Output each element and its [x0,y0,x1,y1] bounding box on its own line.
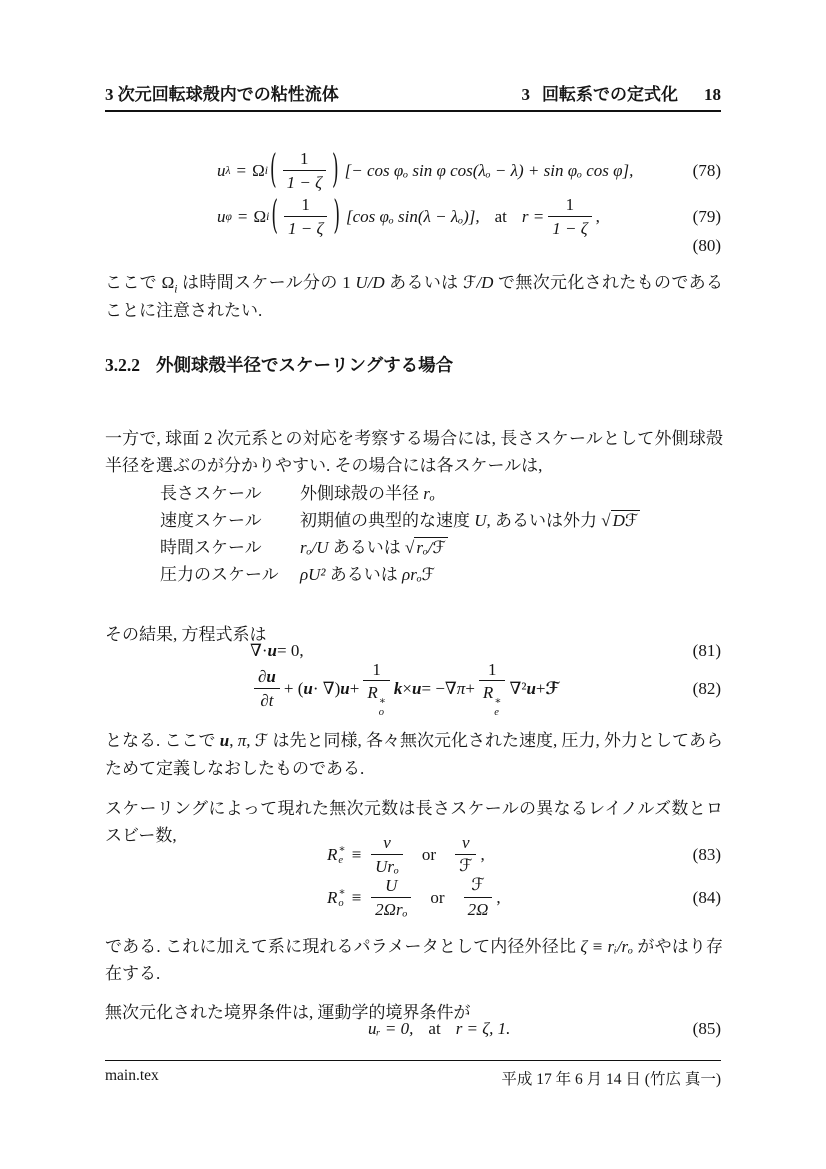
equation-78 [105,146,721,196]
footer-date-author: 平成 17 年 6 月 14 日 (竹広 真一) [501,1071,721,1088]
fraction: 1 R ∗ o [363,660,390,718]
paragraph-aspect-ratio: である. これに加えて系に現れるパラメータとして内径外径比 ζ ≡ rᵢ/rₒ がやはり存在する. [105,937,723,983]
equation-number: (81) [692,641,721,660]
fraction: $\frac{\partial u}{\partial t}$ [254,667,280,710]
equation-number: (80) [692,236,721,255]
at-keyword: at [494,207,507,226]
script-F-symbol: ℱ [463,273,477,293]
paragraph-dimensionless: スケーリングによって現れた無次元数は長さスケールの異なるレイノルズ数とロスビー数, [105,799,723,845]
page-number: 18 [704,85,721,104]
equation-85 [105,1016,721,1042]
paragraph-omega-note: ここで $\Omega_i$ は時間スケール分の 1 U/D あるいは ℱ/D で無次元化されたものであることに注意されたい. [105,273,723,320]
scale-row-pressure: 圧力のスケール ρU² あるいは ρrₒℱ [160,565,436,584]
subsection-number: 3.2.2 [105,355,140,375]
script-F-symbol: ℱ [545,679,560,699]
at-keyword: at [428,1019,441,1038]
fraction: $\frac{\nu}{\text{ℱ}}$ [455,833,476,876]
running-section-number: 3 [521,85,530,104]
omega-symbol: Ω [161,273,175,292]
big-left-paren: ( [271,193,278,240]
sqrt: √ Dℱ [601,511,639,530]
running-title-number: 3 [105,85,114,104]
running-section-text: 回転系での定式化 [542,85,678,104]
scale-row-length: 長さスケール 外側球殻の半径 rₒ [160,484,435,503]
page-footer [105,1060,721,1089]
paragraph-boundary: 無次元化された境界条件は, 運動学的境界条件が [105,1003,471,1022]
fraction: $\frac{\text{ℱ}}{2\Omega}$ [464,876,493,919]
sqrt: √ rₒ/ℱ [404,538,446,557]
big-right-paren: ) [331,147,339,194]
footer-filename: main.tex [105,1067,159,1084]
equation-83 [105,832,721,878]
equation-82 [105,659,721,719]
equation-84 [105,875,721,921]
subsection-heading [105,352,723,377]
fraction: $\frac{1}{1 - \zeta}$ [548,195,591,238]
paragraph-scaling-intro: 一方で, 球面 2 次元系との対応を考察する場合には, 長さスケールとして外側球殻半径を選ぶのが分かりやすい. その場合には各スケールは, [105,429,723,475]
equation-number: (82) [692,679,721,698]
page-header [105,80,721,112]
subsection-title: 外側球殻半径でスケーリングする場合 [156,355,454,375]
equation-78-body: u λ = Ω i ( $\frac{1}{1 - \zeta}$ ) [− cos φₒ sin φ cos(λₒ − λ) + sin φₒ cos φ], [217,147,634,194]
paragraph-redefined: となる. ここで u, π, ℱ は先と同様, 各々無次元化された速度, 圧力, 外力としてあらためて定義しなおしたものである. [105,731,724,778]
running-title [105,80,339,105]
equation-85-body: uᵣ = 0, at r = ζ, 1. [368,1019,511,1038]
script-F-symbol: ℱ [254,731,269,751]
equation-81-body: ∇· u = 0, [250,641,304,660]
fraction: 1 R ∗ e [479,660,506,718]
equation-79-body: u φ = Ω i ( $\frac{1}{1 - \zeta}$ ) [cos φₒ sin(λ − λₒ)], at r = $\frac{1}{1 - \zeta}$ , [217,193,600,240]
big-right-paren: ) [333,193,340,240]
equation-84-body: R ∗ o ≡ $\frac{U}{\text{2Ωrₒ}}$ or $\frac{\text{ℱ}}{2\Omega}$ , [327,875,501,919]
fraction: $\frac{1}{1 - \zeta}$ [284,195,327,238]
running-title-text: 次元回転球殻内での粘性流体 [117,85,339,104]
scale-row-time: 時間スケール rₒ/U あるいは √ rₒ/ℱ [160,538,446,557]
scales-list [160,480,720,588]
fraction: $\frac{1}{1 - \zeta}$ [283,149,326,192]
fraction: $\frac{\nu}{\text{Urₒ}}$ [371,833,403,876]
big-left-paren: ( [269,147,277,194]
equation-82-body: $\frac{\partial u}{\partial t}$ + ( u · ∇) u + 1 R ∗ o k × u = −∇ π + 1 R ∗ e ∇² u + ℱ [250,660,559,718]
fraction: $\frac{U}{\text{2Ωrₒ}}$ [371,876,411,919]
running-section [522,80,722,105]
equation-number: (79) [692,207,721,226]
equation-number: (78) [692,161,721,180]
equation-number: (85) [692,1019,721,1038]
scale-row-velocity: 速度スケール 初期値の典型的な速度 U, あるいは外力 √ Dℱ [160,511,639,530]
equation-80 [105,234,721,258]
equation-83-body: R ∗ e ≡ $\frac{\nu}{\text{Urₒ}}$ or $\frac{\nu}{\text{ℱ}}$ , [327,833,485,876]
paragraph-result: その結果, 方程式系は [105,625,267,644]
equation-number: (84) [692,888,721,907]
equation-number: (83) [692,845,721,864]
